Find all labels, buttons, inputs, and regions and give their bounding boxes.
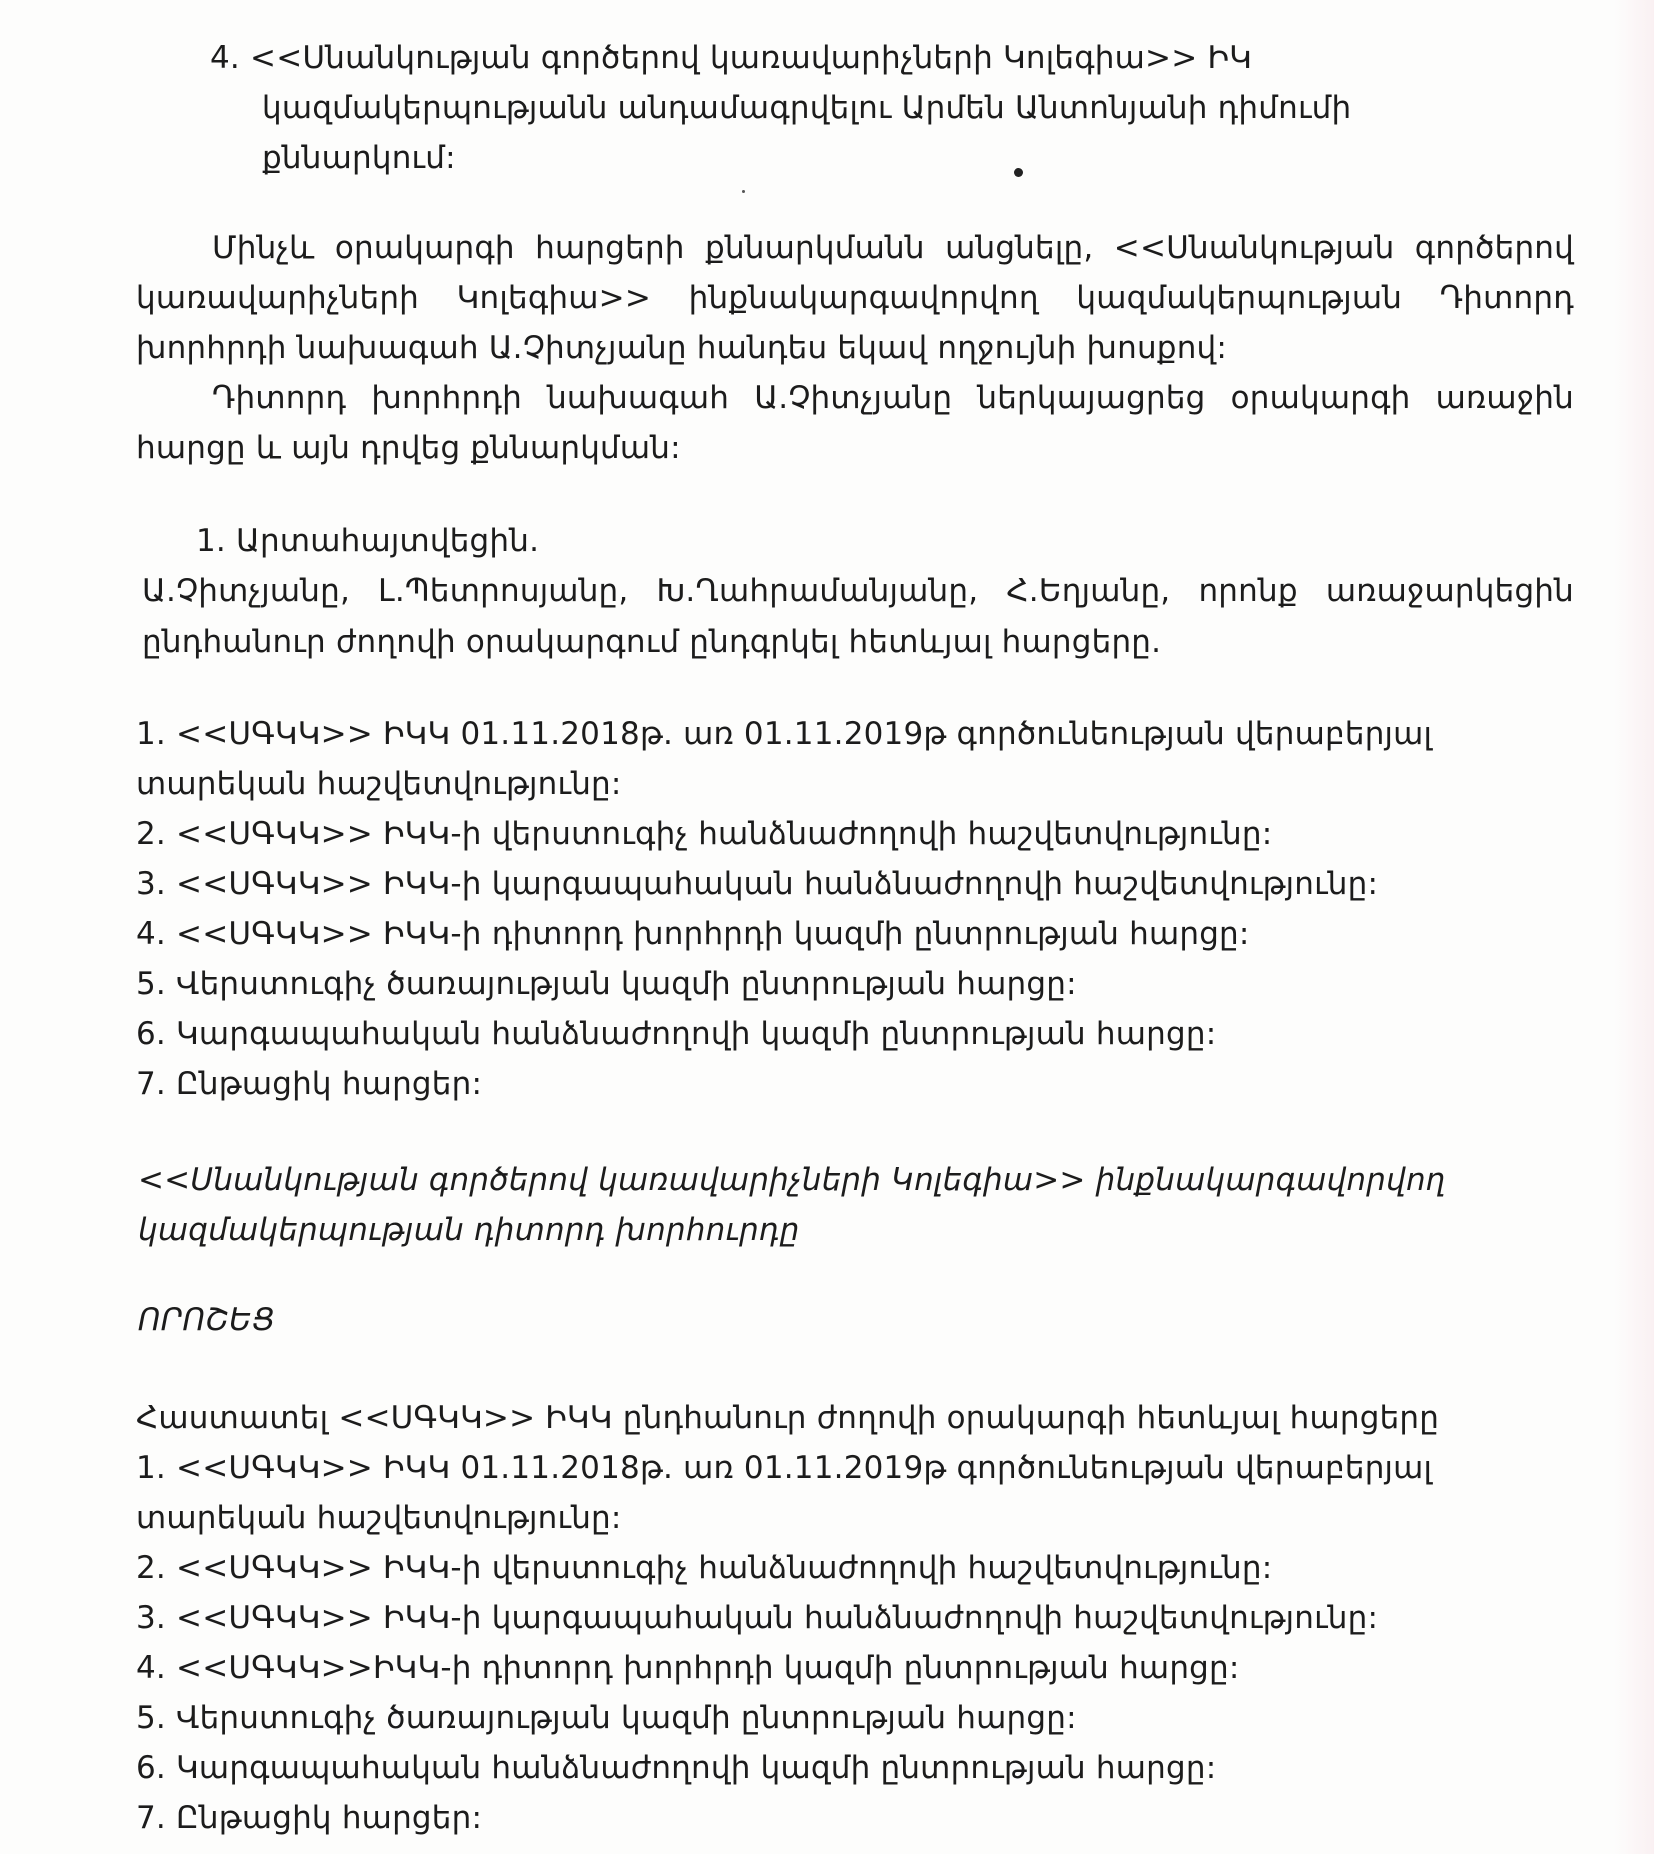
- intro-line-4: Դիտորդ խորհրդի նախագահ Ա.Չիտչյանը ներկայացրեց օրակարգի առաջին: [212, 380, 1574, 416]
- proposed-item-3: 3. <<ՍԳԿԿ>> ԻԿԿ-ի կարգապահական հանձնաժողովի հաշվետվությունը:: [136, 866, 1379, 902]
- agenda-item-4-line-2: կազմակերպությանն անդամագրվելու Արմեն Անտոնյանի դիմումի: [262, 90, 1352, 126]
- decided-heading: ՈՐՈՇԵՑ: [138, 1302, 276, 1338]
- intro-line-2: կառավարիչների Կոլեգիա>> ինքնակարգավորվող կազմակերպության Դիտորդ: [136, 280, 1574, 316]
- proposed-item-2: 2. <<ՍԳԿԿ>> ԻԿԿ-ի վերստուգիչ հանձնաժողովի հաշվետվությունը:: [136, 816, 1273, 852]
- scan-edge-shading: [1614, 0, 1654, 1854]
- approved-item-7: 7. Ընթացիկ հարցեր:: [136, 1800, 483, 1836]
- approved-item-3: 3. <<ՍԳԿԿ>> ԻԿԿ-ի կարգապահական հանձնաժողովի հաշվետվությունը:: [136, 1600, 1379, 1636]
- agenda-item-4-line-3: քննարկում:: [262, 140, 456, 176]
- proposed-item-1: 1. <<ՍԳԿԿ>> ԻԿԿ 01.11.2018թ. առ 01.11.2019թ գործունեության վերաբերյալ: [136, 716, 1433, 752]
- approved-item-6: 6. Կարգապահական հանձնաժողովի կազմի ընտրության հարցը:: [136, 1750, 1217, 1786]
- proposed-item-6: 6. Կարգապահական հանձնաժողովի կազմի ընտրության հարցը:: [136, 1016, 1217, 1052]
- spoke-body-line-2: ընդհանուր ժողովի օրակարգում ընդգրկել հետևյալ հարցերը.: [142, 624, 1162, 660]
- approved-item-4: 4. <<ՍԳԿԿ>>ԻԿԿ-ի դիտորդ խորհրդի կազմի ընտրության հարցը:: [136, 1650, 1240, 1686]
- proposed-item-4: 4. <<ՍԳԿԿ>> ԻԿԿ-ի դիտորդ խորհրդի կազմի ընտրության հարցը:: [136, 916, 1250, 952]
- intro-line-1: Մինչև օրակարգի հարցերի քննարկմանն անցնելը, <<Սնանկության գործերով: [212, 230, 1574, 266]
- spoke-body-line-1: Ա.Չիտչյանը, Լ.Պետրոսյանը, Խ.Ղահրամանյանը, Հ.Եղյանը, որոնք առաջարկեցին: [142, 573, 1574, 609]
- approve-line: Հաստատել <<ՍԳԿԿ>> ԻԿԿ ընդհանուր ժողովի օրակարգի հետևյալ հարցերը: [136, 1400, 1440, 1436]
- approved-item-1-cont: տարեկան հաշվետվությունը:: [136, 1500, 622, 1536]
- intro-line-5: հարցը և այն դրվեց քննարկման:: [136, 430, 681, 466]
- proposed-item-7: 7. Ընթացիկ հարցեր:: [136, 1066, 483, 1102]
- agenda-item-4-line-1: 4. <<Սնանկության գործերով կառավարիչների Կոլեգիա>> ԻԿ: [210, 40, 1252, 76]
- proposed-item-1-cont: տարեկան հաշվետվությունը:: [136, 766, 622, 802]
- council-line-1: <<Սնանկության գործերով կառավարիչների Կոլեգիա>> ինքնակարգավորվող: [138, 1162, 1446, 1198]
- council-line-2: կազմակերպության դիտորդ խորհուրդը: [138, 1212, 800, 1248]
- approved-item-5: 5. Վերստուգիչ ծառայության կազմի ընտրության հարցը:: [136, 1700, 1077, 1736]
- scan-speck: [742, 190, 745, 193]
- spoke-heading: 1. Արտահայտվեցին.: [196, 523, 540, 559]
- intro-line-3: խորհրդի նախագահ Ա.Չիտչյանը հանդես եկավ ողջույնի խոսքով:: [136, 330, 1228, 366]
- proposed-item-5: 5. Վերստուգիչ ծառայության կազմի ընտրության հարցը:: [136, 966, 1077, 1002]
- ink-dot: [1014, 168, 1023, 177]
- approved-item-1: 1. <<ՍԳԿԿ>> ԻԿԿ 01.11.2018թ. առ 01.11.2019թ գործունեության վերաբերյալ: [136, 1450, 1433, 1486]
- approved-item-2: 2. <<ՍԳԿԿ>> ԻԿԿ-ի վերստուգիչ հանձնաժողովի հաշվետվությունը:: [136, 1550, 1273, 1586]
